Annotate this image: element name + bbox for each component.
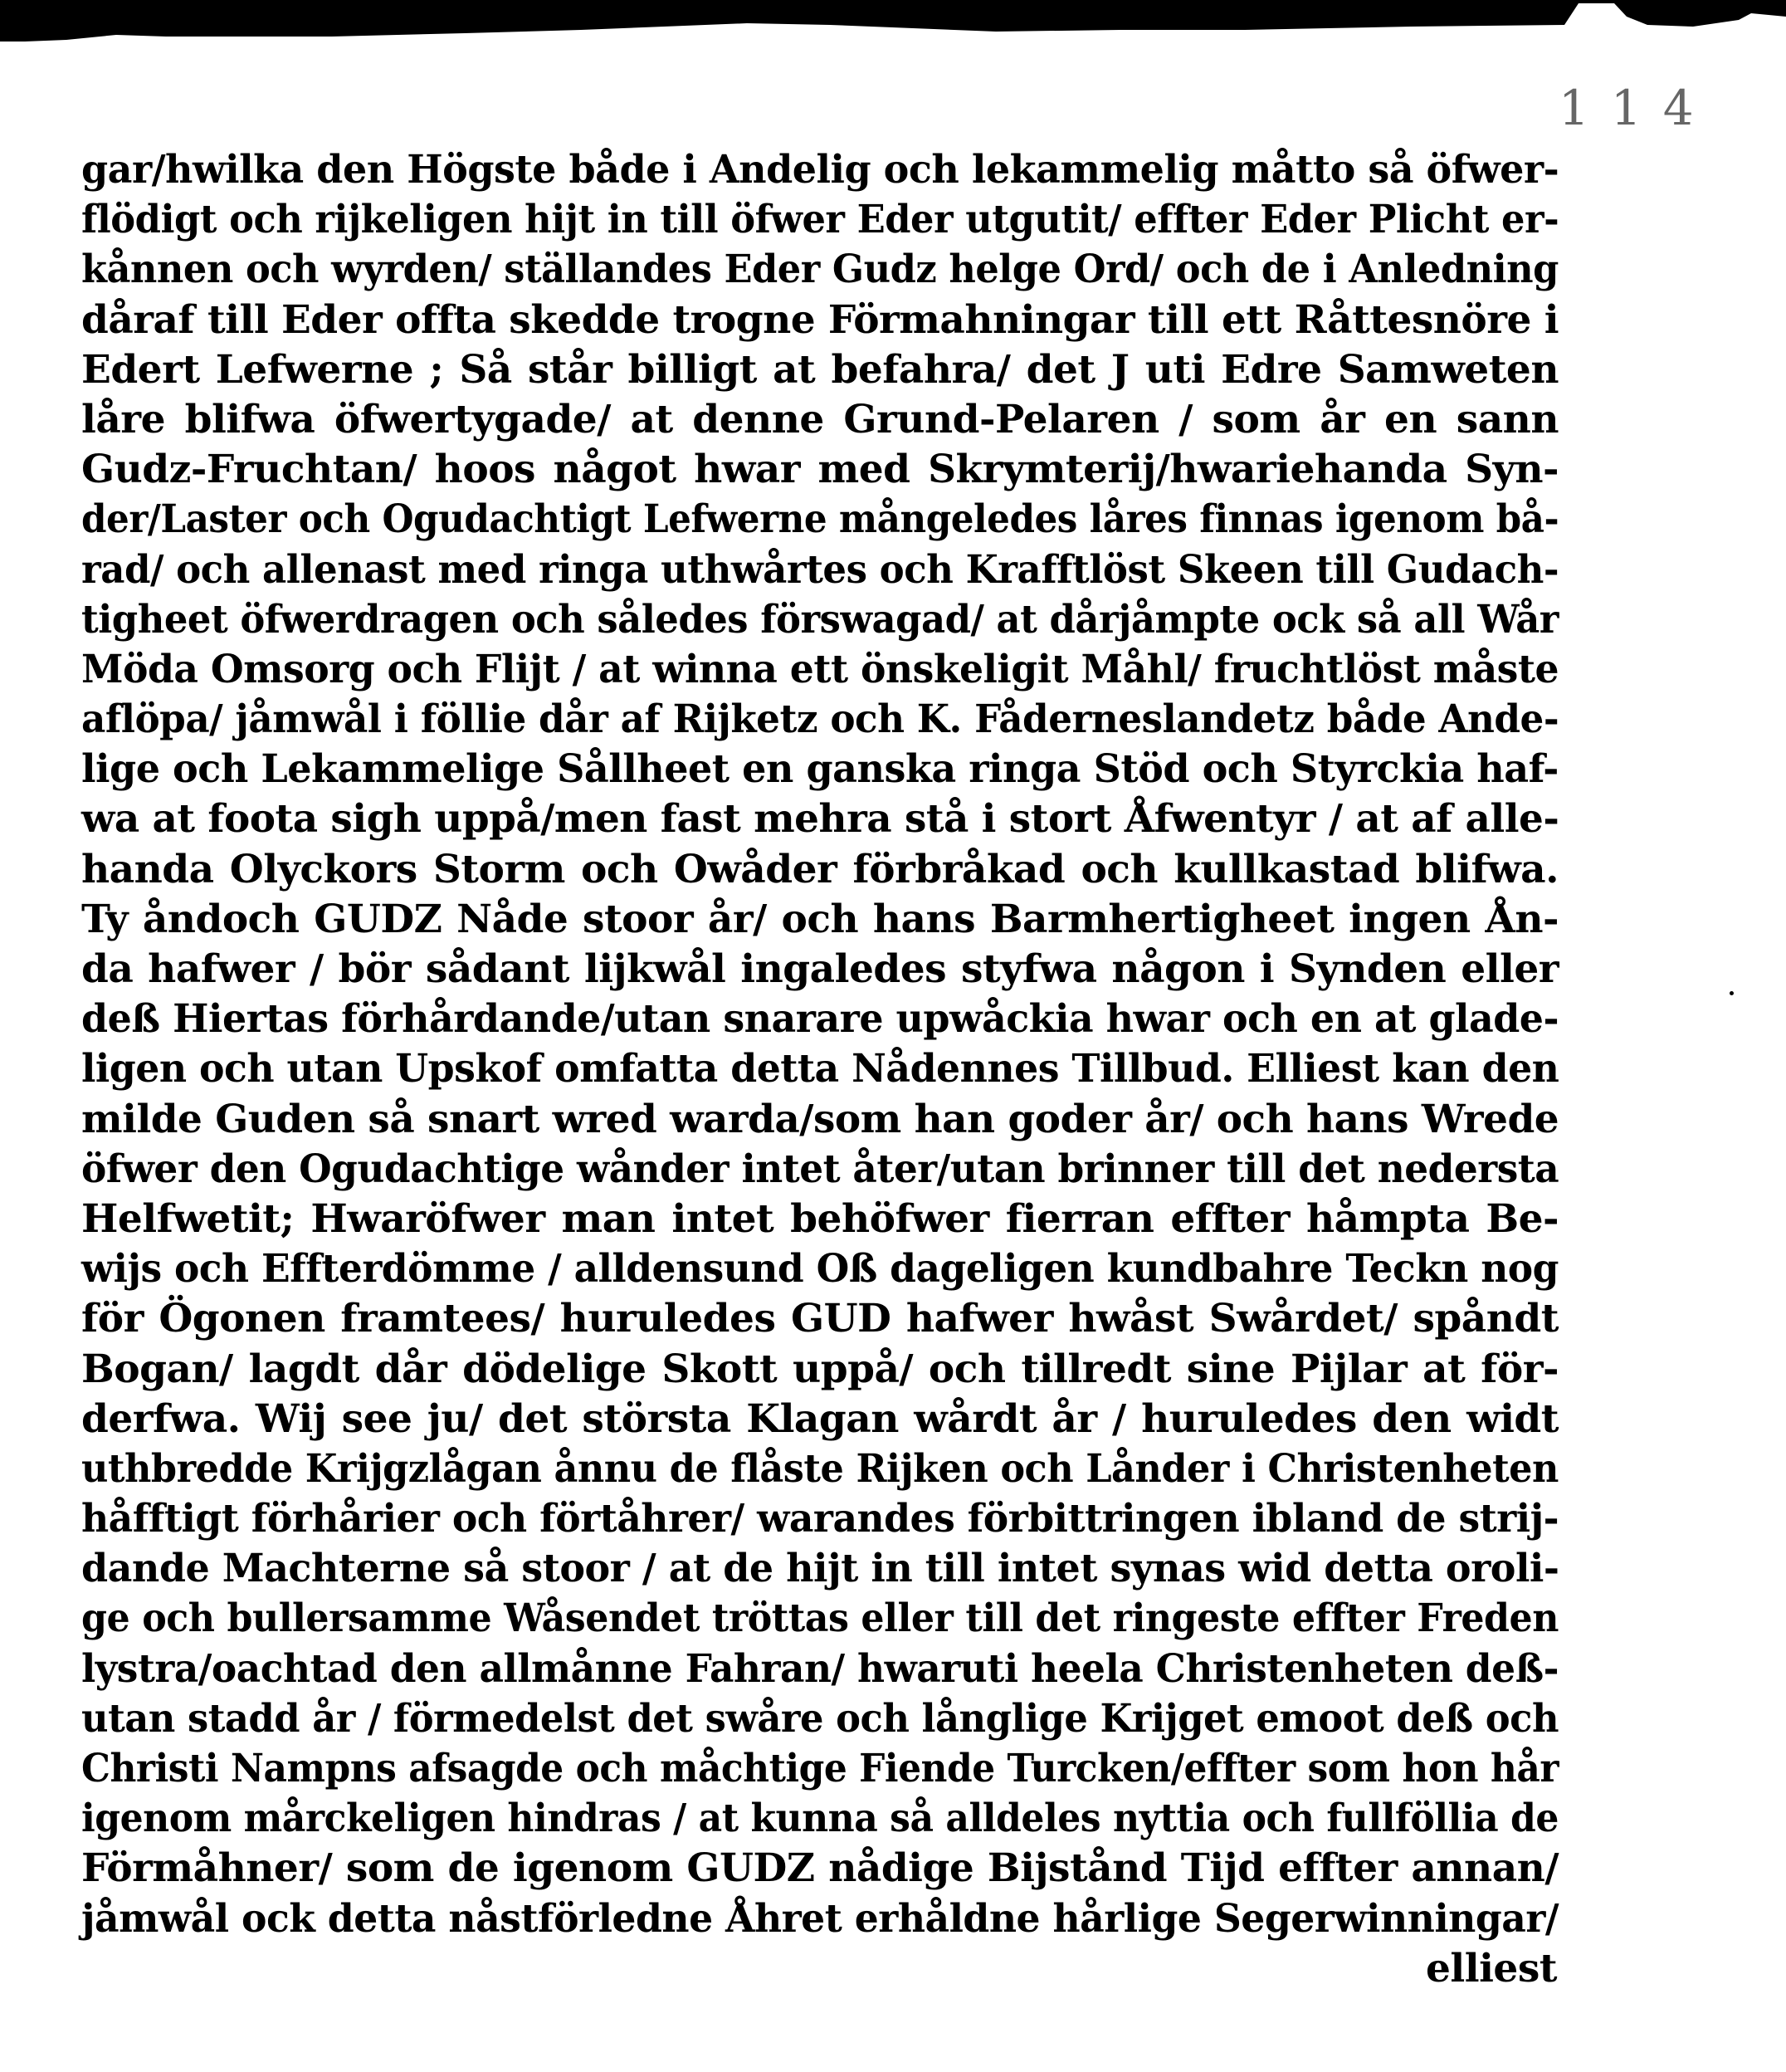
text-line-8: der/Laster och Ogudachtigt Lefwerne mångeledes låres finnas igenom bå- [81,496,1559,543]
ink-speck [1730,991,1734,995]
text-line-18: deß Hiertas förhårdande/utan snarare upwåckia hwar och en at glade- [81,996,1559,1043]
text-line-29: dande Machterne så stoor / at de hijt in till intet synas wid detta oroli- [81,1546,1559,1592]
text-line-1: gar/hwilka den Högste både i Andelig och lekammelig måtto så öfwer- [81,147,1559,193]
text-line-35: Förmåhner/ som de igenom GUDZ nådige Bijstånd Tijd effter annan/ [81,1845,1559,1892]
text-line-14: wa at foota sigh uppå/men fast mehra stå i stort Åfwentyr / at af alle- [81,796,1559,843]
text-line-15: handa Olyckors Storm och Owåder förbråkad och kullkastad blifwa. [81,846,1559,892]
text-line-22: Helfwetit; Hwaröfwer man intet behöfwer fierran effter håmpta Be- [81,1195,1559,1242]
text-line-16: Ty åndoch GUDZ Nåde stoor år/ och hans Barmhertigheet ingen Ån- [81,896,1559,942]
text-line-23: wijs och Effterdömme / alldensund Oß dageligen kundbahre Teckn nog [81,1246,1559,1293]
document-body [81,145,1559,1994]
text-line-27: uthbredde Krijgzlågan ånnu de flåste Rijken och Lånder i Christenheten [81,1445,1559,1492]
text-line-9: rad/ och allenast med ringa uthwårtes och Krafftlöst Skeen till Gudach- [81,546,1559,593]
text-line-3: kånnen och wyrden/ ställandes Eder Gudz helge Ord/ och de i Anledning [81,247,1559,293]
text-line-33: Christi Nampns afsagde och måchtige Fiende Turcken/effter som hon hår [81,1746,1559,1791]
text-line-28: håfftigt förhårier och förtåhrer/ warandes förbittringen ibland de strij- [81,1496,1559,1542]
catchword: elliest [1425,1945,1557,1991]
text-line-32: utan stadd år / förmedelst det swåre och långlige Krijget emoot deß och [81,1695,1559,1742]
text-line-5: Edert Lefwerne ; Så står billigt at befahra/ det J uti Edre Samweten [81,346,1559,393]
page-number: 114 [1559,80,1715,136]
text-line-13: lige och Lekammelige Sållheet en ganska ringa Stöd och Styrckia haf- [81,746,1559,793]
text-line-21: öfwer den Ogudachtige wånder intet åter/utan brinner till det nedersta [81,1146,1559,1192]
text-line-34: igenom mårckeligen hindras / at kunna så alldeles nyttia och fullföllia de [81,1796,1559,1842]
text-line-2: flödigt och rijkeligen hijt in till öfwer Eder utgutit/ effter Eder Plicht er- [81,197,1559,243]
text-line-7: Gudz-Fruchtan/ hoos något hwar med Skrymterij/hwariehanda Syn- [81,447,1559,493]
text-line-19: ligen och utan Upskof omfatta detta Nådennes Tillbud. Elliest kan den [81,1046,1559,1092]
text-line-10: tigheet öfwerdragen och således förswagad/ at dårjåmpte ock så all Wår [81,596,1559,643]
text-line-12: aflöpa/ jåmwål i föllie dår af Rijketz och K. Fåderneslandetz både Ande- [81,696,1559,743]
text-line-24: för Ögonen framtees/ huruledes GUD hafwer hwåst Swårdet/ spåndt [81,1296,1559,1342]
text-line-30: ge och bullersamme Wåsendet tröttas eller till det ringeste effter Freden [81,1596,1559,1642]
text-line-25: Bogan/ lagdt dår dödelige Skott uppå/ och tillredt sine Pijlar at för- [81,1346,1559,1392]
text-line-20: milde Guden så snart wred warda/som han goder år/ och hans Wrede [81,1096,1559,1142]
text-line-31: lystra/oachtad den allmånne Fahran/ hwaruti heela Christenheten deß- [81,1645,1559,1692]
text-line-4: dåraf till Eder offta skedde trogne Förmahningar till ett Råttesnöre i [81,296,1559,343]
torn-top-edge [0,0,1786,42]
text-line-6: låre blifwa öfwertygade/ at denne Grund-Pelaren / som år en sann [81,396,1559,442]
text-line-11: Möda Omsorg och Flijt / at winna ett önskeligit Måhl/ fruchtlöst måste [81,646,1559,692]
text-line-26: derfwa. Wij see ju/ det största Klagan wårdt år / huruledes den widt [81,1395,1559,1442]
text-line-17: da hafwer / bör sådant lijkwål ingaledes styfwa någon i Synden eller [81,946,1559,992]
text-line-36: jåmwål ock detta nåstförledne Åhret erhåldne hårlige Segerwinningar/ [81,1895,1559,1942]
